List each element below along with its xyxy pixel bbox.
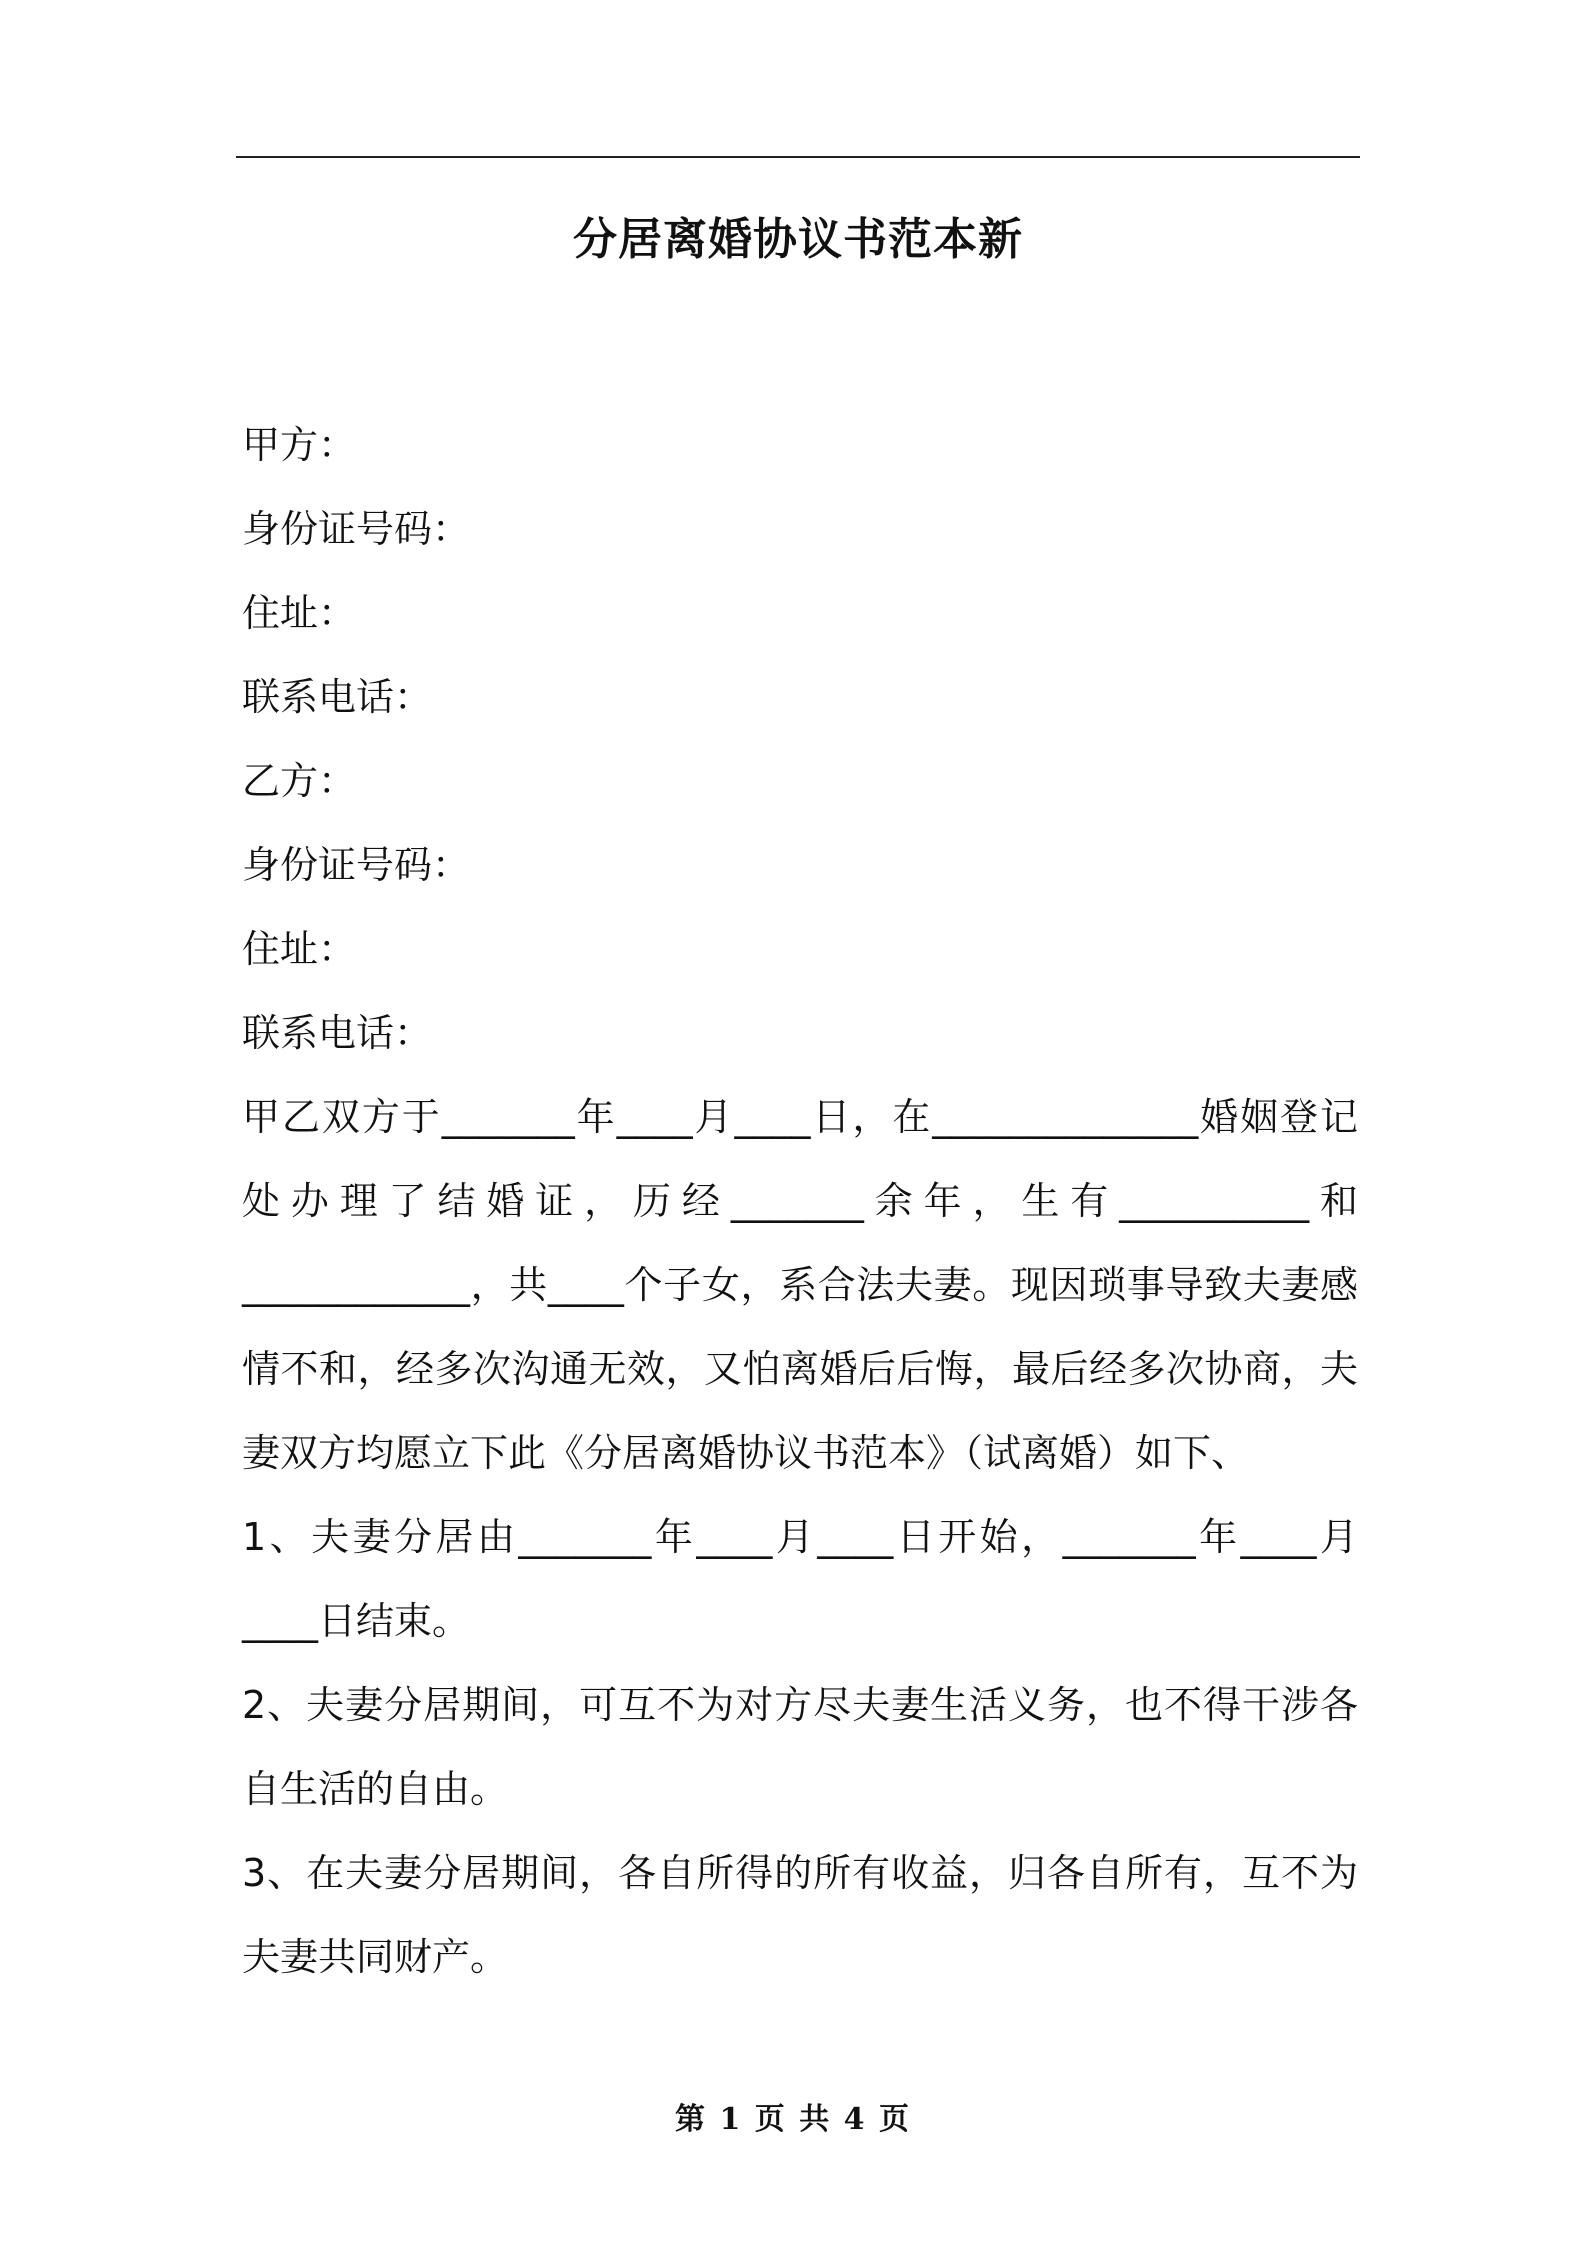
party-b-name-label: 乙方：: [242, 759, 357, 803]
party-b-phone-label: 联系电话：: [242, 1011, 433, 1055]
clause-1: 1、夫妻分居由_______年____月____日开始，_______年____月____日结束。: [242, 1515, 1358, 1643]
party-a-id-label: 身份证号码：: [242, 507, 471, 551]
clause-2: 2、夫妻分居期间，可互不为对方尽夫妻生活义务，也不得干涉各自生活的自由。: [242, 1683, 1358, 1811]
party-a-address-label: 住址：: [242, 591, 357, 635]
party-a-name-label: 甲方：: [242, 423, 357, 467]
party-b-id-label: 身份证号码：: [242, 843, 471, 887]
intro-paragraph: 甲乙双方于_______年____月____日，在______________婚姻登记处办理了结婚证，历经_______余年，生有__________和____________，共____个子女，系合法夫妻。现因琐事导致夫妻感情不和，经多次沟通无效，又怕离婚后后悔，最后经多次协商，夫妻双方均愿立下此《分居离婚协议书范本》（试离婚）如下、: [242, 1095, 1358, 1475]
header-rule: [236, 156, 1360, 158]
document-body: [242, 403, 1358, 1999]
page-number-footer: 第 1 页 共 4 页: [675, 2102, 911, 2137]
party-b-address-label: 住址：: [242, 927, 357, 971]
document-title: 分居离婚协议书范本新: [573, 214, 1023, 265]
party-a-phone-label: 联系电话：: [242, 675, 433, 719]
clause-3: 3、在夫妻分居期间，各自所得的所有收益，归各自所有，互不为夫妻共同财产。: [242, 1851, 1358, 1979]
